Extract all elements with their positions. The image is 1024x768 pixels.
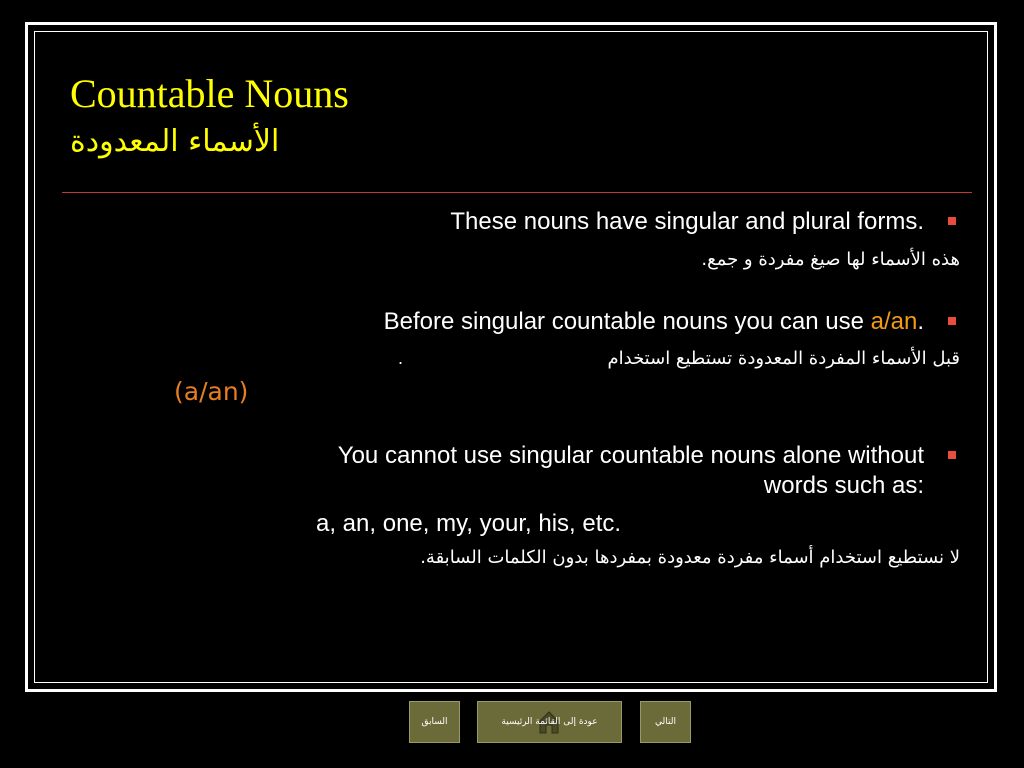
next-button-label: التالي (655, 717, 676, 727)
article-a-an: (a/an) (174, 377, 249, 406)
bullet-marker (948, 451, 956, 459)
point-3-english-line-2: words such as: (763, 472, 924, 499)
slide-title-arabic: الأسماء المعدودة (70, 124, 280, 159)
point-2-english-accent: a/an (870, 308, 918, 335)
point-3-examples: a, an, one, my, your, his, etc. (316, 510, 622, 537)
point-2-arabic-dot: . (398, 348, 404, 368)
previous-button-label: السابق (421, 717, 448, 727)
home-button[interactable] (477, 701, 622, 743)
point-3-english-line-1: You cannot use singular countable nouns alone without (337, 442, 924, 469)
title-divider (62, 192, 972, 193)
point-2-arabic: قبل الأسماء المفردة المعدودة تستطيع استخدام (607, 348, 960, 369)
previous-button[interactable] (409, 701, 460, 743)
point-1-arabic: هذه الأسماء لها صيغ مفردة و جمع. (701, 249, 960, 270)
next-button[interactable] (640, 701, 691, 743)
point-2-english-prefix: Before singular countable nouns you can use (383, 308, 864, 335)
point-2-english-suffix: . (917, 308, 924, 335)
slide-title: Countable Nouns (70, 71, 349, 116)
bullet-marker (948, 217, 956, 225)
bullet-marker (948, 317, 956, 325)
point-3-arabic: لا نستطيع استخدام أسماء مفردة معدودة بمفردها بدون الكلمات السابقة. (420, 547, 960, 568)
home-button-label: عودة إلى القائمة الرئيسية (501, 717, 598, 727)
point-1-english: These nouns have singular and plural forms. (450, 208, 924, 235)
point-2-english (384, 307, 924, 337)
